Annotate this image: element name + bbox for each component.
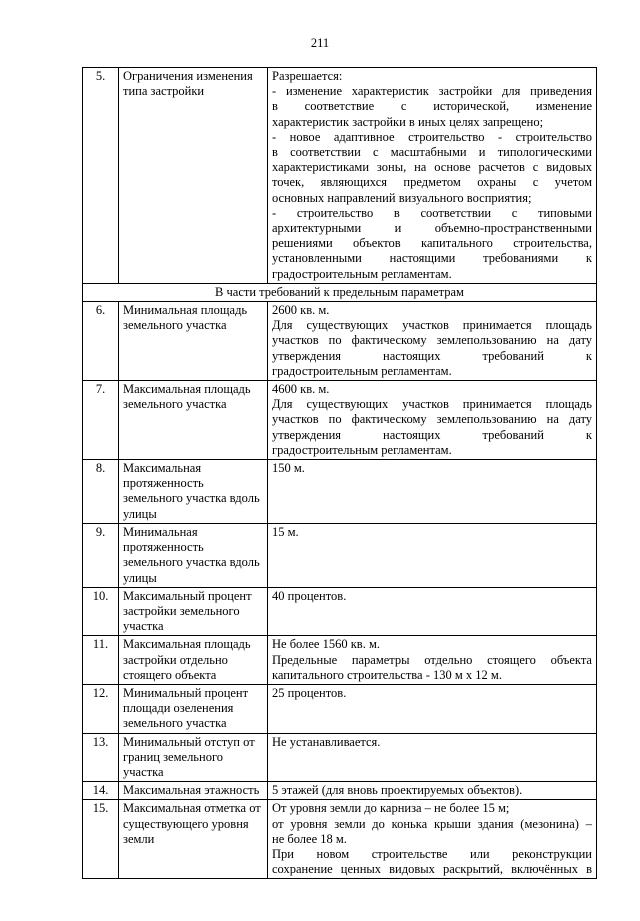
value-line: установленными настоящими требованиями к <box>272 251 592 266</box>
table-row <box>83 302 597 381</box>
value-line: решениями объектов капитального строительства, <box>272 236 592 251</box>
value-line: капитального строительства - 130 м х 12 м. <box>272 667 502 682</box>
parameter-value <box>268 68 597 284</box>
table-row <box>83 381 597 460</box>
value-line: 150 м. <box>272 461 305 476</box>
value-line: градостроительным регламентам. <box>272 266 452 281</box>
table-section <box>83 283 597 301</box>
value-line: Не более 1560 кв. м. <box>272 637 380 652</box>
parameter-name: Ограничения изменения типа застройки <box>119 68 268 284</box>
parameter-name: Максимальная этажность <box>119 782 268 800</box>
parameter-value <box>268 523 597 587</box>
row-number: 15. <box>83 800 119 879</box>
value-line: Для существующих участков принимается площадь <box>272 397 592 412</box>
parameter-value <box>268 381 597 460</box>
row-number: 11. <box>83 636 119 685</box>
row-number: 6. <box>83 302 119 381</box>
row-number: 14. <box>83 782 119 800</box>
value-line: - изменение характеристик застройки для приведения <box>272 84 592 99</box>
parameter-value <box>268 684 597 733</box>
row-number: 8. <box>83 460 119 524</box>
value-line: Для существующих участков принимается площадь <box>272 318 592 333</box>
regulations-table <box>82 67 597 879</box>
table-row <box>83 684 597 733</box>
table-row <box>83 733 597 782</box>
value-line: градостроительным регламентам. <box>272 442 452 457</box>
value-line: утверждения настоящих требований к <box>272 348 592 363</box>
value-line: в соответствие с исторической, изменение <box>272 99 592 114</box>
value-line: Предельные параметры отдельно стоящего объекта <box>272 652 592 667</box>
table-body-top <box>83 68 597 284</box>
parameter-value <box>268 636 597 685</box>
value-line: в соответствии с масштабными и типологическими <box>272 145 592 160</box>
row-number: 9. <box>83 523 119 587</box>
value-line: 25 процентов. <box>272 685 347 700</box>
table-row <box>83 782 597 800</box>
parameter-name: Максимальный процент застройки земельного участка <box>119 587 268 636</box>
page-number: 211 <box>310 36 330 50</box>
table-row <box>83 68 597 284</box>
value-line: Разрешается: <box>272 69 343 83</box>
row-number: 12. <box>83 684 119 733</box>
value-line: При новом строительстве или реконструкции <box>272 846 592 861</box>
value-line: утверждения настоящих требований к <box>272 427 592 442</box>
value-line: архитектурными и объемно-пространственными <box>272 221 592 236</box>
value-line: От уровня земли до карниза – не более 15 м; <box>272 801 510 816</box>
value-line: - новое адаптивное строительство - строительство <box>272 129 592 144</box>
parameter-name: Максимальная площадь земельного участка <box>119 381 268 460</box>
parameter-name: Максимальная отметка от существующего уровня земли <box>119 800 268 879</box>
row-number: 7. <box>83 381 119 460</box>
parameter-value <box>268 782 597 800</box>
value-line: 40 процентов. <box>272 588 347 603</box>
value-line: сохранение ценных видовых раскрытий, включённых в <box>272 862 592 877</box>
row-number: 13. <box>83 733 119 782</box>
parameter-value <box>268 587 597 636</box>
parameter-name: Минимальная протяженность земельного участка вдоль улицы <box>119 523 268 587</box>
table-row <box>83 587 597 636</box>
value-line: - строительство в соответствии с типовыми <box>272 205 592 220</box>
value-line: от уровня земли до конька крыши здания (мезонина) – <box>272 816 592 831</box>
value-line: точек, являющихся предметом охраны с учетом <box>272 175 592 190</box>
parameter-name: Минимальный отступ от границ земельного участка <box>119 733 268 782</box>
parameter-value <box>268 302 597 381</box>
value-line: градостроительным регламентам. <box>272 363 452 378</box>
row-number: 5. <box>83 68 119 284</box>
parameter-name: Минимальный процент площади озеленения земельного участка <box>119 684 268 733</box>
value-line: 4600 кв. м. <box>272 382 330 397</box>
parameter-name: Максимальная площадь застройки отдельно стоящего объекта <box>119 636 268 685</box>
row-number: 10. <box>83 587 119 636</box>
section-header-row <box>83 283 597 301</box>
value-line: не более 18 м. <box>272 831 347 846</box>
table-row <box>83 523 597 587</box>
table-row <box>83 636 597 685</box>
table-body-params <box>83 302 597 879</box>
parameter-value <box>268 460 597 524</box>
value-line: Не устанавливается. <box>272 734 381 749</box>
table-row <box>83 460 597 524</box>
parameter-value <box>268 733 597 782</box>
value-line: основных направлений визуального восприятия; <box>272 190 532 205</box>
parameter-name: Минимальная площадь земельного участка <box>119 302 268 381</box>
parameter-value <box>268 800 597 879</box>
value-line: участков по фактическому землепользованию на дату <box>272 412 592 427</box>
value-line: 5 этажей (для вновь проектируемых объектов). <box>272 783 523 798</box>
value-line: характеристик застройки в иных целях запрещено; <box>272 114 544 129</box>
value-line: 15 м. <box>272 524 299 539</box>
value-line: характеристиками зоны, на основе расчетов с видовых <box>272 160 592 175</box>
parameter-name: Максимальная протяженность земельного участка вдоль улицы <box>119 460 268 524</box>
value-line: участков по фактическому землепользованию на дату <box>272 333 592 348</box>
value-line: 2600 кв. м. <box>272 303 330 318</box>
section-header: В части требований к предельным параметрам <box>83 283 597 301</box>
table-row <box>83 800 597 879</box>
